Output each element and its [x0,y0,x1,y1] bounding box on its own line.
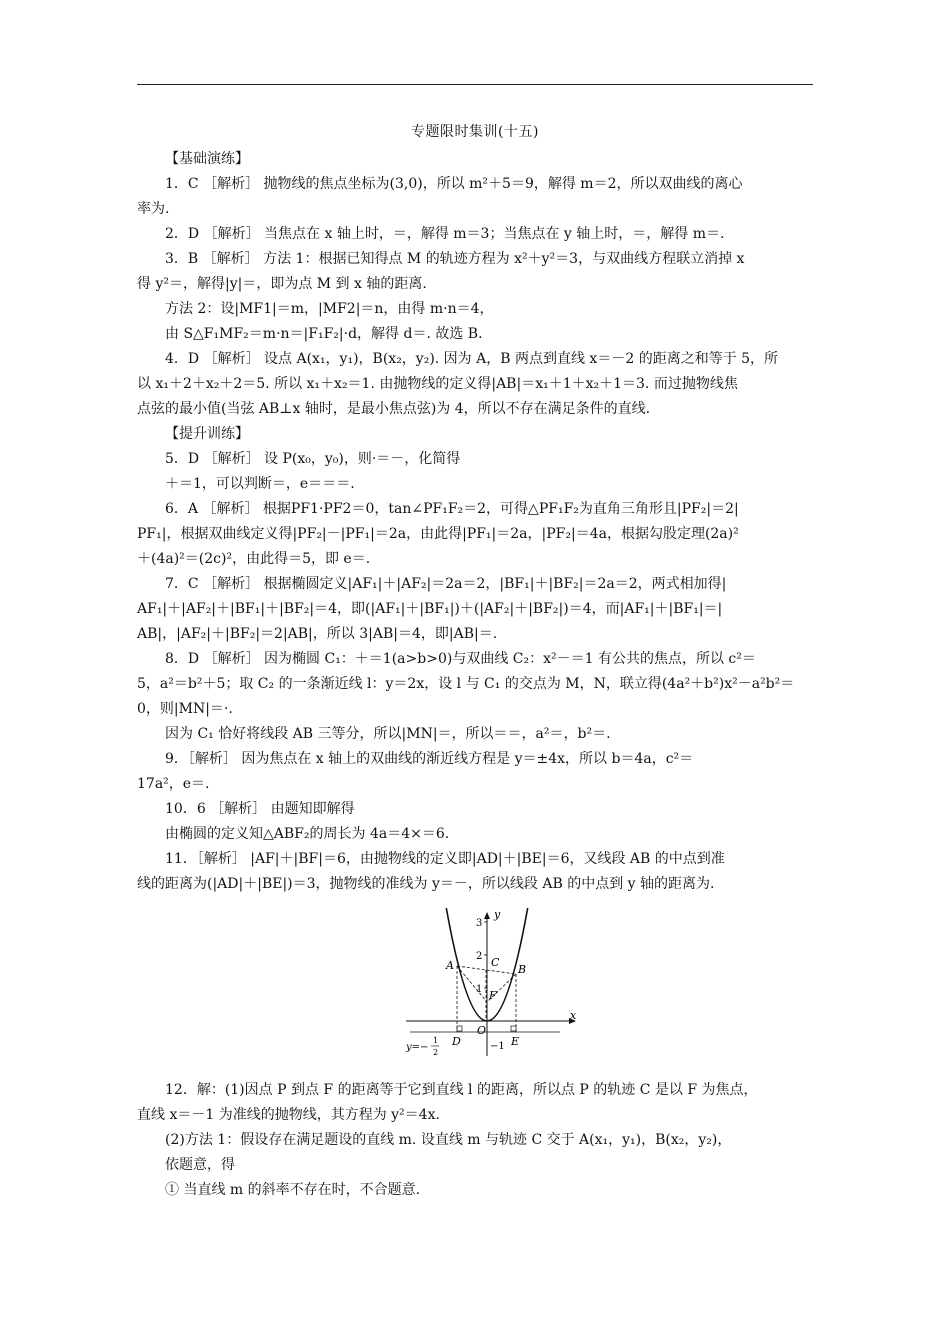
label-e: E [511,1035,520,1048]
text-line: 9．［解析］ 因为焦点在 x 轴上的双曲线的渐近线方程是 y＝±4x，所以 b＝4a，c²＝ [165,751,694,767]
text-line: 直线 x＝－1 为准线的抛物线，其方程为 y²＝4x. [137,1107,440,1123]
tick-label-1: 1 [476,984,483,995]
label-x: x [570,1009,577,1022]
label-f: F [489,989,497,1002]
text-line: ＋＝1，可以判断＝，e＝＝＝. [165,476,355,492]
label-directrix-num: 1 [433,1036,439,1045]
text-line: 6．A ［解析］ 根据PF1·PF2＝0，tan∠PF₁F₂＝2，可得△PF₁F₂为直角三角形且|PF₂|＝2| [165,501,739,517]
segment-af [457,966,487,1002]
text-line: 得 y²＝，解得|y|＝，即为点 M 到 x 轴的距离. [137,276,427,292]
text-line: 1．C ［解析］ 抛物线的焦点坐标为(3,0)，所以 m²＋5＝9，解得 m＝2，所以双曲线的离心 [165,176,743,192]
text-line: 【基础演练】 [165,151,249,167]
right-angle-d [457,1026,462,1031]
text-line: 依题意，得 [165,1157,235,1173]
text-line: 17a²，e＝. [137,776,210,792]
text-line: 3．B ［解析］ 方法 1：根据已知得点 M 的轨迹方程为 x²＋y²＝3，与双曲线方程联立消掉 x [165,251,745,267]
label-directrix-den: 2 [433,1048,439,1057]
top-rule [137,84,813,85]
text-line: PF₁|，根据双曲线定义得|PF₂|－|PF₁|＝2a，由此得|PF₁|＝2a，|PF₂|＝4a，根据勾股定理(2a)² [137,526,739,542]
page-title: 专题限时集训(十五) [411,124,539,140]
tick-label-3: 3 [476,918,483,929]
right-angle-e [511,1026,516,1031]
text-line: 5，a²＝b²＋5；取 C₂ 的一条渐近线 l：y＝2x，设 l 与 C₁ 的交点为 M，N，联立得(4a²＋b²)x²－a²b²＝ [137,676,795,692]
tick-label-minus1: −1 [490,1041,505,1052]
text-line: 由椭圆的定义知△ABF₂的周长为 4a＝4×＝6. [165,826,450,842]
text-line: 7．C ［解析］ 根据椭圆定义|AF₁|＋|AF₂|＝2a＝2，|BF₁|＋|BF₂|＝2a＝2，两式相加得| [165,576,727,592]
text-line: 11．［解析］ |AF|＋|BF|＝6，由抛物线的定义即|AD|＋|BE|＝6，又线段 AB 的中点到准 [165,851,725,867]
label-d: D [452,1035,461,1048]
text-line: 方法 2：设|MF1|＝m，|MF2|＝n，由得 m·n＝4， [165,301,494,317]
text-line: 10．6 ［解析］ 由题知即解得 [165,801,355,817]
text-line: ＋(4a)²＝(2c)²，由此得＝5，即 e＝. [137,551,371,567]
text-line: 5．D ［解析］ 设 P(x₀，y₀)，则·＝－，化简得 [165,451,461,467]
text-line: AF₁|＋|AF₂|＋|BF₁|＋|BF₂|＝4，即(|AF₁|＋|BF₁|)＋(|AF₂|＋|BF₂|)＝4，而|AF₁|＋|BF₁|＝| [137,601,723,617]
label-directrix: y=− [406,1042,429,1053]
text-line: ① 当直线 m 的斜率不存在时，不合题意. [165,1182,421,1198]
text-line: 因为 C₁ 恰好将线段 AB 三等分，所以|MN|＝，所以＝＝，a²＝，b²＝. [165,726,611,742]
tick-label-2: 2 [476,951,483,962]
label-c: C [491,956,500,969]
text-line: 【提升训练】 [165,426,249,442]
text-line: 12．解：(1)因点 P 到点 F 的距离等于它到直线 l 的距离，所以点 P 的轨迹 C 是以 F 为焦点， [165,1082,758,1098]
text-line: (2)方法 1：假设存在满足题设的直线 m. 设直线 m 与轨迹 C 交于 A(x₁，y₁)，B(x₂，y₂)， [165,1132,732,1148]
label-y: y [494,908,501,921]
text-line: 率为. [137,201,170,217]
text-line: 由 S△F₁MF₂＝m·n＝|F₁F₂|·d，解得 d＝. 故选 B. [165,326,483,342]
text-line: 4．D ［解析］ 设点 A(x₁，y₁)，B(x₂，y₂). 因为 A，B 两点到直线 x＝－2 的距离之和等于 5，所 [165,351,779,367]
text-line: 点弦的最小值(当弦 AB⊥x 轴时，是最小焦点弦)为 4，所以不存在满足条件的直线. [137,401,651,417]
text-line: 8．D ［解析］ 因为椭圆 C₁：＋＝1(a>b>0)与双曲线 C₂：x²－＝1 有公共的焦点，所以 c²＝ [165,651,756,667]
text-line: 线的距离为(|AD|＋|BE|)＝3，抛物线的准线为 y＝－，所以线段 AB 的中点到 y 轴的距离为. [137,876,715,892]
text-line: AB|，|AF₂|＋|BF₂|＝2|AB|，所以 3|AB|＝4，即|AB|＝. [137,626,498,642]
text-line: 0，则|MN|＝·. [137,701,233,717]
label-b: B [518,963,527,976]
label-origin: O [477,1024,487,1037]
text-line: 以 x₁＋2＋x₂＋2＝5. 所以 x₁＋x₂＝1. 由抛物线的定义得|AB|＝x₁＋1＋x₂＋1＝3. 而过抛物线焦 [137,376,738,392]
text-line: 2．D ［解析］ 当焦点在 x 轴上时，＝，解得 m＝3；当焦点在 y 轴上时，＝，解得 m＝. [165,226,725,242]
y-axis-arrow [484,912,490,919]
label-a: A [446,959,454,972]
parabola-figure [400,908,585,1060]
